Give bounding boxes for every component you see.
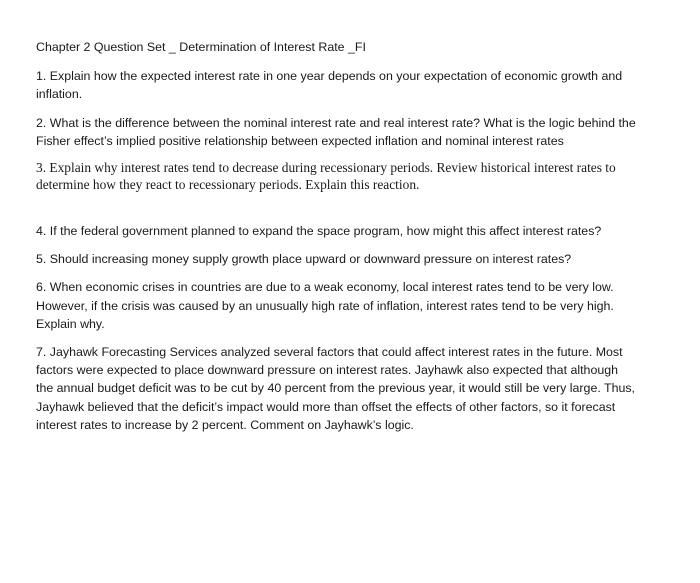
question-text: If the federal government planned to expand the space program, how might this affect interest rates? (49, 224, 602, 239)
document-title: Chapter 2 Question Set _ Determination of Interest Rate _FI (36, 40, 366, 54)
question-5 (36, 250, 636, 268)
question-number: 1. (36, 69, 47, 84)
question-3 (36, 160, 636, 193)
question-number: 3. (36, 160, 47, 176)
question-6 (36, 278, 636, 333)
question-4 (36, 222, 636, 240)
question-text: Jayhawk Forecasting Services analyzed several factors that could affect interest rates in the future. Most factors were expected to place downward pressure on interest rates. Jayhawk also expected that although the annual budget deficit was to be cut by 40 percent from the previous year, it would still be very large. Thus, Jayhawk believed that the deficit’s impact would more than offset the effects of other factors, so it forecast interest rates to increase by 2 percent. Comment on Jayhawk’s logic. (36, 345, 635, 432)
question-2 (36, 114, 636, 150)
question-number: 4. (36, 224, 47, 239)
document-body (36, 38, 636, 444)
question-text: Explain why interest rates tend to decrease during recessionary periods. Review historical interest rates to determine how they react to recessionary periods. Explain this reaction. (36, 160, 616, 192)
question-7 (36, 343, 636, 434)
question-number: 2. (36, 115, 47, 130)
question-text: What is the difference between the nominal interest rate and real interest rate? What is the logic behind the Fisher effect’s implied positive relationship between expected inflation and nominal interest rates (36, 115, 636, 148)
question-text: Should increasing money supply growth place upward or downward pressure on interest rates? (49, 252, 572, 267)
question-text: When economic crises in countries are due to a weak economy, local interest rates tend to be very low. However, if the crisis was caused by an unusually high rate of inflation, interest rates tend to be very high. Explain why. (36, 280, 614, 331)
question-number: 6. (36, 280, 47, 295)
question-1 (36, 67, 636, 103)
question-text: Explain how the expected interest rate in one year depends on your expectation of economic growth and inflation. (36, 69, 623, 102)
question-number: 7. (36, 345, 47, 360)
question-number: 5. (36, 252, 47, 267)
